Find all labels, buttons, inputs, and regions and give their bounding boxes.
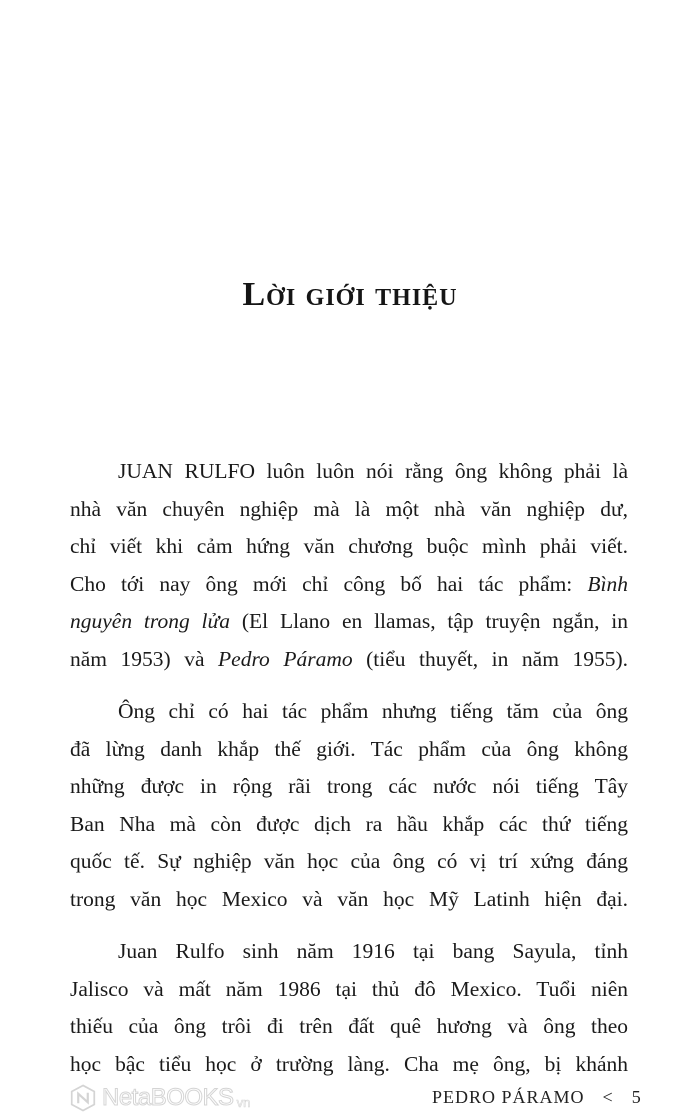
book-title-italic: Pedro Páramo: [218, 646, 353, 671]
text-line: [70, 566, 628, 604]
watermark-suffix: vn: [236, 1094, 251, 1110]
paragraph: [70, 693, 628, 918]
text-line: [70, 641, 628, 679]
text-line: những được in rộng rãi trong các nước nói tiếng Tây: [70, 774, 628, 798]
text-line: quốc tế. Sự nghiệp văn học của ông có vị trí xứng đáng: [70, 849, 628, 873]
netabooks-logo-icon: [70, 1084, 96, 1112]
text-line: học bậc tiểu học ở trường làng. Cha mẹ ông, bị khánh: [70, 1051, 628, 1076]
text-segment: Cho tới nay ông mới chỉ công bố hai tác phẩm:: [70, 571, 588, 596]
text-line: trong văn học Mexico và văn học Mỹ Latinh hiện đại.: [70, 886, 628, 911]
separator-icon: <: [602, 1087, 614, 1107]
page-footer: [432, 1087, 642, 1108]
text-line: Ông chỉ có hai tác phẩm nhưng tiếng tăm của ông: [118, 699, 628, 723]
text-segment: (El Llano en llamas, tập truyện ngắn, in: [230, 609, 629, 633]
book-title-italic: nguyên trong lửa: [70, 609, 231, 633]
text-line: JUAN RULFO luôn luôn nói rằng ông không phải là: [118, 459, 628, 483]
running-title: PEDRO PÁRAMO: [432, 1087, 585, 1107]
text-line: chỉ viết khi cảm hứng văn chương buộc mình phải viết.: [70, 534, 628, 558]
text-line: [70, 603, 628, 641]
text-line: thiếu của ông trôi đi trên đất quê hương và ông theo: [70, 1014, 628, 1038]
book-title-italic: Bình: [587, 571, 628, 596]
text-line: Juan Rulfo sinh năm 1916 tại bang Sayula, tỉnh: [118, 939, 628, 963]
watermark-brand: NetaBOOKS: [102, 1084, 234, 1111]
text-line: đã lừng danh khắp thế giới. Tác phẩm của ông không: [70, 736, 628, 761]
text-line: nhà văn chuyên nghiệp mà là một nhà văn nghiệp dư,: [70, 496, 628, 521]
text-line: Ban Nha mà còn được dịch ra hầu khắp các thứ tiếng: [70, 811, 628, 836]
text-segment: (tiểu thuyết, in năm 1955).: [352, 646, 628, 671]
body-text: [70, 453, 628, 1098]
text-line: Jalisco và mất năm 1986 tại thủ đô Mexico. Tuổi niên: [70, 976, 628, 1001]
page-number: 5: [631, 1087, 642, 1107]
chapter-title: Lời giới thiệu: [242, 276, 458, 313]
paragraph: [70, 933, 628, 1083]
text-segment: năm 1953) và: [70, 646, 219, 671]
watermark: [70, 1084, 250, 1112]
paragraph: [70, 453, 628, 678]
